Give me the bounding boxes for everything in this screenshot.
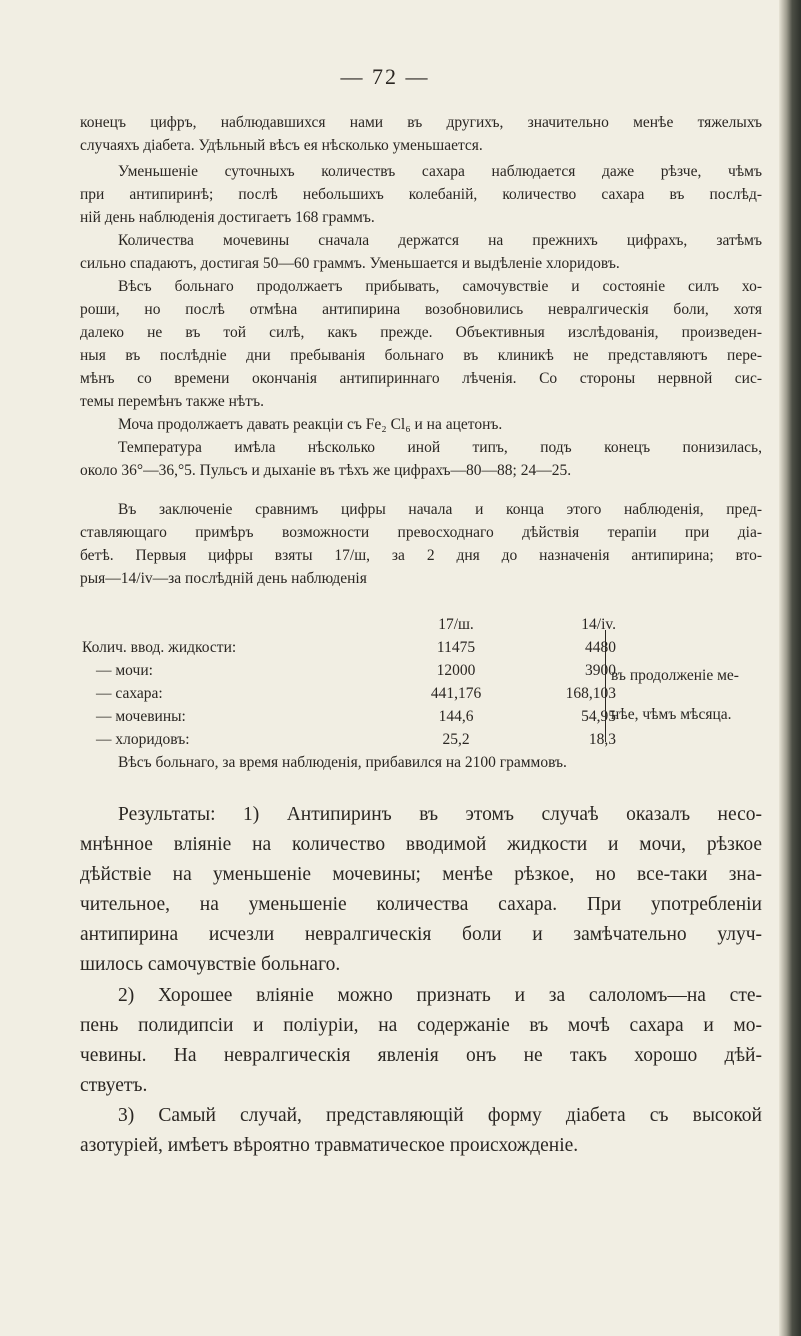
text-line: бетѣ. Первыя цифры взяты 17/ш, за 2 дня до назначенія антипирина; вто- xyxy=(80,547,762,564)
table-row xyxy=(82,705,616,728)
value-end: 3900 xyxy=(585,661,616,679)
text-line: конецъ цифръ, наблюдавшихся нами въ другихъ, значительно менѣе тяжелыхъ xyxy=(80,114,762,131)
text-line: Температура имѣла нѣсколько иной типъ, подъ конецъ понизилась, xyxy=(118,439,762,456)
text-line: антипирина исчезли невралгическія боли и замѣчательно улуч- xyxy=(80,924,762,945)
text-line: мѣнъ со времени окончанія антипириннаго лѣченія. Со стороны нервной сис- xyxy=(80,370,762,387)
table-note-line: въ продолженіе ме- xyxy=(611,667,739,684)
text-line: шилось самочувствіе больнаго. xyxy=(80,954,341,975)
table-header-cell xyxy=(82,613,406,636)
value-start: 25,2 xyxy=(442,730,470,748)
text-line: Количества мочевины сначала держатся на прежнихъ цифрахъ, затѣмъ xyxy=(118,232,762,249)
paragraph-temperature xyxy=(80,436,762,482)
text-line: рыя—14/iv—за послѣдній день наблюденія xyxy=(80,570,367,587)
text-line: при антипиринѣ; послѣ небольшихъ колебаній, количество сахара въ послѣд- xyxy=(80,186,762,203)
text-line: Результаты: 1) Антипиринъ въ этомъ случаѣ оказалъ несо- xyxy=(118,804,762,825)
text-line: ставляющаго примѣръ возможности превосходнаго дѣйствія терапіи при діа- xyxy=(80,524,762,541)
value-end: 168,103 xyxy=(565,684,616,702)
table-note-line: нѣе, чѣмъ мѣсяца. xyxy=(611,706,732,723)
value-start: 441,176 xyxy=(430,684,482,702)
row-label: — мочи: xyxy=(96,661,153,679)
text-line: около 36°—36,°5. Пульсъ и дыханіе въ тѣхъ же цифрахъ—80—88; 24—25. xyxy=(80,462,572,479)
text-line: ствуетъ. xyxy=(80,1075,148,1096)
text-line: 2) Хорошее вліяніе можно признать и за салоломъ—на сте- xyxy=(118,985,762,1006)
text-line: Моча продолжаетъ давать реакціи съ Fe₂ Cl₆ и на ацетонъ. xyxy=(118,416,503,433)
text-line: далеко не въ той силѣ, какъ прежде. Объективныя изслѣдованія, произведен- xyxy=(80,324,762,341)
paragraph-conclusion xyxy=(80,498,762,590)
text-line: темы перемѣнъ также нѣтъ. xyxy=(80,393,264,410)
table-row xyxy=(82,728,616,751)
paragraph-urea xyxy=(80,229,762,275)
page-binding-edge xyxy=(779,0,801,1336)
results-paragraph-3 xyxy=(80,1101,762,1161)
text-line: дѣйствіе на уменьшеніе мочевины; менѣе рѣзкое, но все-таки зна- xyxy=(80,864,762,885)
text-line: ній день наблюденія достигаетъ 168 граммъ. xyxy=(80,209,375,226)
table-header-cell: 17/ш. xyxy=(438,615,474,633)
text-line: случаяхъ діабета. Удѣльный вѣсъ ея нѣсколько уменьшается. xyxy=(80,137,483,154)
results-paragraph-1 xyxy=(80,800,762,980)
text-line: мнѣнное вліяніе на количество вводимой жидкости и мочи, рѣзкое xyxy=(80,834,762,855)
text-line: роши, но послѣ отмѣна антипирина возобновились невралгическія боли, хотя xyxy=(80,301,762,318)
value-end: 54,95 xyxy=(581,707,616,725)
value-start: 11475 xyxy=(436,638,476,656)
row-label: — сахара: xyxy=(96,684,163,702)
value-end: 4480 xyxy=(585,638,616,656)
table-row xyxy=(82,636,616,659)
row-label: — хлоридовъ: xyxy=(96,730,190,748)
results-paragraph-2 xyxy=(80,981,762,1101)
paragraph-continuation xyxy=(80,111,762,157)
text-line: ныя въ послѣдніе дни пребыванія больнаго въ клиникѣ не представляютъ пере- xyxy=(80,347,762,364)
value-start: 144,6 xyxy=(438,707,474,725)
text-line: Вѣсъ больнаго продолжаетъ прибывать, самочувствіе и состояніе силъ хо- xyxy=(118,278,762,295)
paragraph-urine-reaction xyxy=(80,413,762,436)
weight-gain-line xyxy=(80,751,762,774)
text-line: Въ заключеніе сравнимъ цифры начала и конца этого наблюденія, пред- xyxy=(118,501,762,518)
page-number: — 72 — xyxy=(340,64,430,89)
text-line: чевины. На невралгическія явленія онъ не такъ хорошо дѣй- xyxy=(80,1045,762,1066)
text-line: пень полидипсіи и поліуріи, на содержаніе въ мочѣ сахара и мо- xyxy=(80,1015,762,1036)
table-header-cell: 14/iv. xyxy=(581,615,616,633)
row-label: — мочевины: xyxy=(96,707,186,725)
table-header-row xyxy=(82,613,616,636)
paragraph-sugar xyxy=(80,160,762,229)
text-line: чительное, на уменьшеніе количества сахара. При употребленіи xyxy=(80,894,762,915)
value-end: 18,3 xyxy=(588,730,616,748)
value-start: 12000 xyxy=(436,661,476,679)
table-row xyxy=(82,659,616,682)
comparison-table xyxy=(82,613,616,751)
table-brace xyxy=(595,630,606,742)
table-row xyxy=(82,682,616,705)
text-line: Уменьшеніе суточныхъ количествъ сахара наблюдается даже рѣзче, чѣмъ xyxy=(118,163,762,180)
text-line: 3) Самый случай, представляющій форму діабета съ высокой xyxy=(118,1105,762,1126)
row-label: Колич. ввод. жидкости: xyxy=(82,638,237,656)
paragraph-weight xyxy=(80,275,762,413)
text-line: Вѣсъ больнаго, за время наблюденія, прибавился на 2100 граммовъ. xyxy=(118,754,567,771)
text-line: азотуріей, имѣетъ вѣроятно травматическое происхожденіе. xyxy=(80,1135,579,1156)
text-line: сильно спадаютъ, достигая 50—60 граммъ. Уменьшается и выдѣленіе хлоридовъ. xyxy=(80,255,620,272)
